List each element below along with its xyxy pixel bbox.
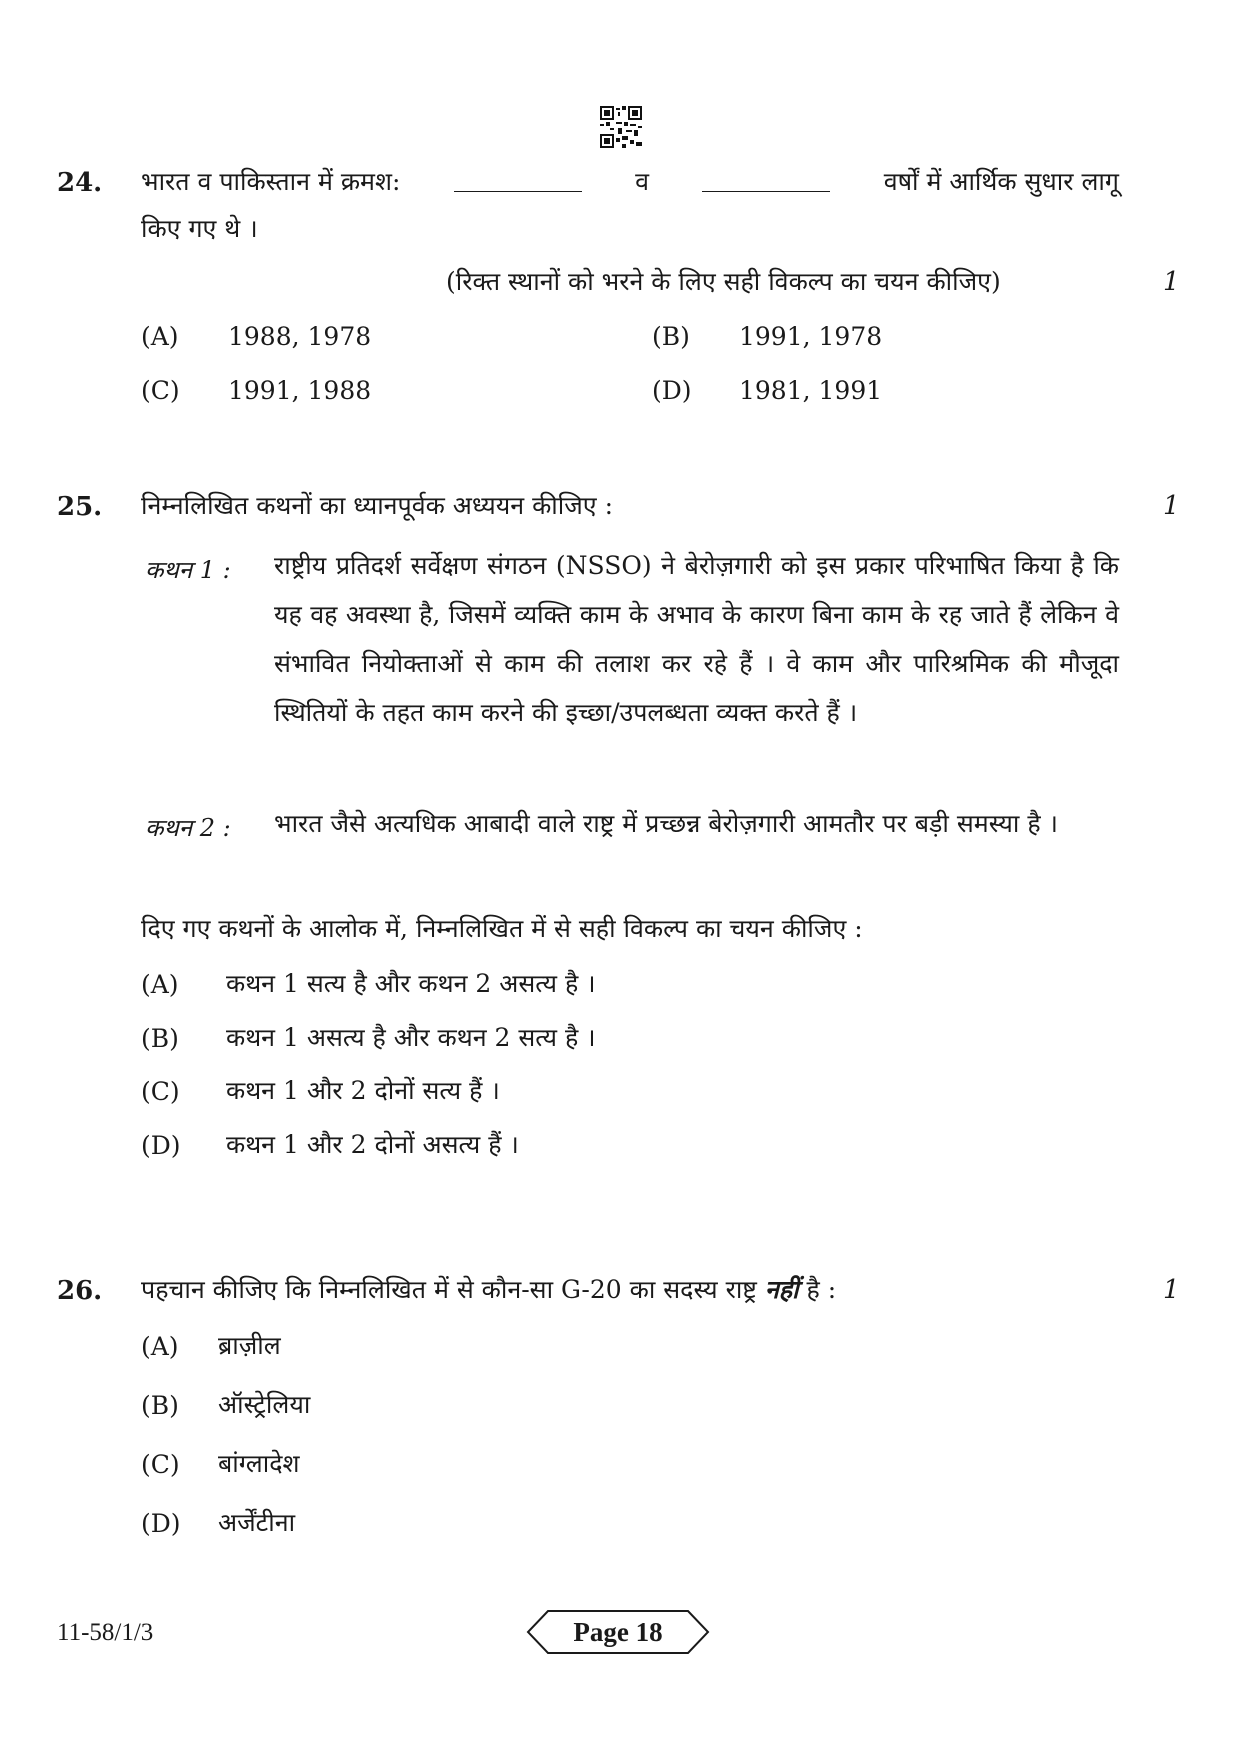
question-25-marks: 1 [1163,491,1180,521]
q26-option-d-text: अर्जेंटीना [218,1508,296,1537]
question-24-text-part3: वर्षों में आर्थिक सुधार लागू [883,167,1119,196]
statement-1-text: राष्ट्रीय प्रतिदर्श सर्वेक्षण संगठन (NSSO) ने बेरोज़गारी को इस प्रकार परिभाषित किया है कि यह वह अवस्था है, जिसमें व्यक्ति काम के अभाव के कारण बिना काम के रह जाते हैं लेकिन वे संभावित नियोक्ताओं से काम की तलाश कर रहे हैं । वे काम और पारिश्रमिक की मौजूदा स्थितियों के तहत काम करने की इच्छा/उपलब्धता व्यक्त करते हैं । [274,551,1119,727]
question-24-instruction: (रिक्त स्थानों को भरने के लिए सही विकल्प का चयन कीजिए) [446,267,1001,296]
question-24-text-part2: व [635,167,650,196]
page-number: Page 18 [573,1617,663,1647]
q25-option-a-text: कथन 1 सत्य है और कथन 2 असत्य है । [226,969,596,998]
question-25-text: निम्नलिखित कथनों का ध्यानपूर्वक अध्ययन कीजिए : [141,491,614,520]
question-number-24: 24. [57,168,103,198]
q25-option-a-label: (A) [141,970,179,999]
q26-option-c-text: बांग्लादेश [218,1449,300,1478]
q26-option-b-text: ऑस्ट्रेलिया [218,1390,311,1419]
question-26-text-part2: है : [806,1275,837,1304]
question-26-emphasis: नहीं [764,1275,799,1304]
question-number-26: 26. [57,1276,103,1306]
question-number-25: 25. [57,492,103,522]
question-24-marks: 1 [1163,267,1180,297]
q26-option-c-label: (C) [141,1450,180,1479]
question-26-marks: 1 [1163,1275,1180,1305]
blank-1 [454,167,582,192]
statement-2-text: भारत जैसे अत्यधिक आबादी वाले राष्ट्र में प्रच्छन्न बेरोज़गारी आमतौर पर बड़ी समस्या है । [274,809,1059,838]
q24-option-d-label: (D) [652,376,692,405]
q26-option-a-label: (A) [141,1332,179,1361]
q24-option-c-text: 1991, 1988 [228,376,372,405]
q24-option-b-label: (B) [652,322,690,351]
question-24-line2: किए गए थे । [141,214,258,243]
q25-option-b-label: (B) [141,1024,179,1053]
blank-2 [702,167,830,192]
question-24-line1 [141,167,1119,197]
q24-option-b-text: 1991, 1978 [739,322,883,351]
q25-option-c-text: कथन 1 और 2 दोनों सत्य हैं । [226,1076,500,1105]
qr-code [600,106,642,148]
q25-option-c-label: (C) [141,1077,180,1106]
q25-option-d-label: (D) [141,1131,181,1160]
q24-option-c-label: (C) [141,376,180,405]
q26-option-d-label: (D) [141,1509,181,1538]
q24-option-a-text: 1988, 1978 [228,322,372,351]
q26-option-b-label: (B) [141,1391,179,1420]
q26-option-a-text: ब्राज़ील [218,1331,281,1360]
q24-option-d-text: 1981, 1991 [739,376,883,405]
q25-option-d-text: कथन 1 और 2 दोनों असत्य हैं । [226,1130,519,1159]
q24-option-a-label: (A) [141,322,179,351]
question-26-text [141,1275,836,1305]
question-24-text-part1: भारत व पाकिस्तान में क्रमश: [141,167,401,196]
paper-code: 11-58/1/3 [57,1619,154,1646]
question-26-text-part1: पहचान कीजिए कि निम्नलिखित में से कौन-सा G-20 का सदस्य राष्ट्र [141,1275,757,1304]
statement-2-label: कथन 2 : [145,814,231,842]
question-25-instruction: दिए गए कथनों के आलोक में, निम्नलिखित में से सही विकल्प का चयन कीजिए : [141,914,863,943]
page-number-badge [526,1609,710,1655]
statement-1-label: कथन 1 : [145,556,231,584]
q25-option-b-text: कथन 1 असत्य है और कथन 2 सत्य है । [226,1023,596,1052]
